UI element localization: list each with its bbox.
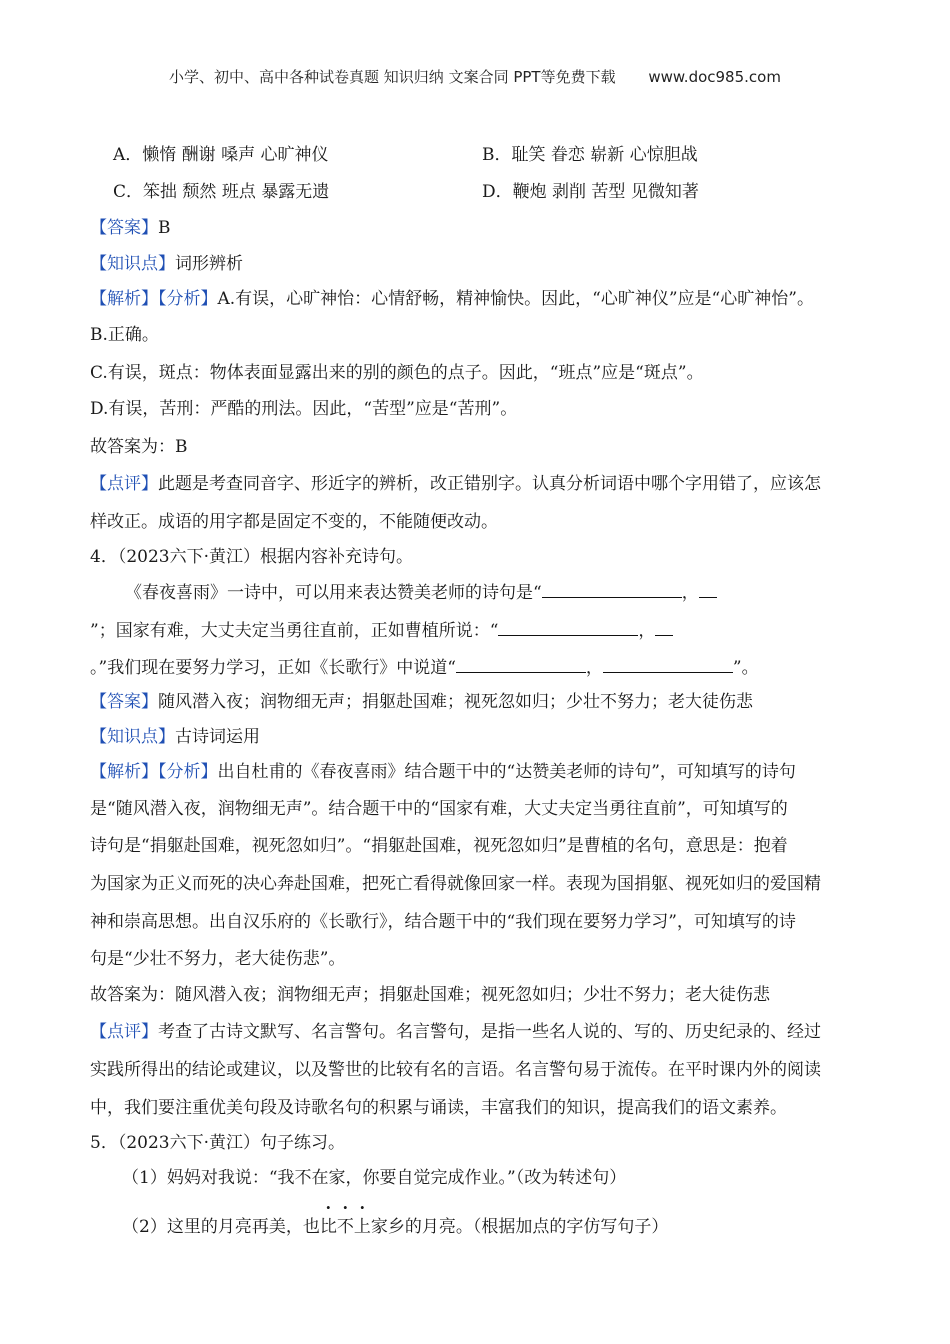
- dotted-char: 比: [319, 1217, 337, 1237]
- fill-blank[interactable]: [603, 656, 733, 673]
- q5-sentence-text: 家乡的月亮。（根据加点的字仿写句子）: [370, 1217, 669, 1237]
- q4-analysis-line: 是“随风潜入夜，润物细无声”。结合题干中的“国家有难，大丈夫定当勇往直前”，可知填写的: [90, 799, 788, 819]
- q4-comment: [90, 1020, 821, 1044]
- answer-text: B: [158, 218, 171, 238]
- q4-title: 4．（2023六下·黄江）根据内容补充诗句。: [90, 547, 413, 567]
- q3-knowledge-point: [90, 252, 243, 276]
- knowledge-point-tag: 【知识点】: [90, 254, 175, 274]
- q4-analysis: [90, 760, 796, 784]
- comma: ，: [638, 621, 656, 641]
- q4-analysis-line: 神和崇高思想。出自汉乐府的《长歌行》，结合题干中的“我们现在要努力学习”，可知填写的诗: [90, 912, 796, 932]
- option-c: C．笨拙 颓然 班点 暴露无遗: [113, 182, 330, 202]
- q5-sentence-1: （1）妈妈对我说：“我不在家，你要自觉完成作业。”（改为转述句）: [122, 1168, 627, 1188]
- q4-comment-line: 实践所得出的结论或建议，以及警世的比较有名的言语。名言警句易于流传。在平时课内外的阅读: [90, 1060, 821, 1080]
- q3-analysis-line: B.正确。: [90, 325, 159, 345]
- q4-prompt-line2: [90, 619, 673, 643]
- comma: ，: [681, 583, 699, 603]
- q4-final-answer: 故答案为：随风潜入夜；润物细无声；捐躯赴国难；视死忽如归；少壮不努力；老大徒伤悲: [90, 985, 770, 1005]
- q4-prompt-line3: [90, 656, 759, 680]
- answer-tag: 【答案】: [90, 692, 158, 712]
- knowledge-point-text: 古诗词运用: [175, 727, 260, 747]
- knowledge-point-tag: 【知识点】: [90, 727, 175, 747]
- fill-blank[interactable]: [542, 581, 682, 598]
- q4-answer: [90, 690, 753, 714]
- comment-tag: 【点评】: [90, 1022, 158, 1042]
- q4-analysis-line: 为国家为正义而死的决心奔赴国难，把死亡看得就像回家一样。表现为国捐躯、视死如归的爱国精: [90, 874, 821, 894]
- analysis-tag: 【解析】【分析】: [90, 289, 218, 309]
- option-b: B．耻笑 眷恋 崭新 心惊胆战: [482, 145, 698, 165]
- answer-text: 随风潜入夜；润物细无声；捐躯赴国难；视死忽如归；少壮不努力；老大徒伤悲: [158, 692, 753, 712]
- q5-sentence-2: [122, 1215, 668, 1239]
- analysis-text: 出自杜甫的《春夜喜雨》结合题干中的“达赞美老师的诗句”，可知填写的诗句: [217, 762, 796, 782]
- q4-comment-line: 中，我们要注重优美句段及诗歌名句的积累与诵读，丰富我们的知识，提高我们的语文素养。: [90, 1098, 787, 1118]
- q4-knowledge-point: [90, 725, 260, 749]
- q4-prompt-line1: [125, 581, 717, 605]
- q4-prompt-text: 《春夜喜雨》一诗中，可以用来表达赞美老师的诗句是“: [125, 583, 542, 603]
- fill-blank[interactable]: [498, 619, 638, 636]
- analysis-tag: 【解析】【分析】: [90, 762, 218, 782]
- header-site-link[interactable]: www.doc985.com: [648, 68, 781, 86]
- q4-analysis-line: 句是“少壮不努力，老大徒伤悲”。: [90, 949, 346, 969]
- q3-analysis-line: D.有误，苦刑：严酷的刑法。因此，“苦型”应是“苦刑”。: [90, 399, 518, 419]
- answer-tag: 【答案】: [90, 218, 158, 238]
- q4-prompt-end: ”。: [732, 658, 759, 678]
- q5-title: 5．（2023六下·黄江）句子练习。: [90, 1133, 345, 1153]
- knowledge-point-text: 词形辨析: [175, 254, 243, 274]
- fill-blank[interactable]: [655, 619, 673, 636]
- comment-text: 此题是考查同音字、形近字的辨析，改正错别字。认真分析词语中哪个字用错了，应该怎: [158, 474, 821, 494]
- q4-prompt-text: 。”我们现在要努力学习，正如《长歌行》中说道“: [90, 658, 456, 678]
- header-title: 小学、初中、高中各种试卷真题 知识归纳 文案合同 PPT等免费下载: [169, 68, 616, 86]
- option-d: D．鞭炮 剥削 苦型 见微知著: [482, 182, 699, 202]
- dotted-char: 上: [353, 1217, 371, 1237]
- q5-sentence-text: （2）这里的月亮再美，也: [122, 1217, 320, 1237]
- q3-final-answer: 故答案为：B: [90, 437, 188, 457]
- q3-answer: [90, 216, 171, 240]
- dotted-char: 不: [336, 1217, 354, 1237]
- comma: ，: [585, 658, 603, 678]
- comment-tag: 【点评】: [90, 474, 158, 494]
- q3-comment: [90, 472, 821, 496]
- q3-analysis: [90, 287, 814, 311]
- q4-prompt-text: ”；国家有难，大丈夫定当勇往直前，正如曹植所说：“: [90, 621, 499, 641]
- q3-analysis-line: C.有误，斑点：物体表面显露出来的别的颜色的点子。因此，“班点”应是“斑点”。: [90, 363, 704, 383]
- fill-blank[interactable]: [456, 656, 586, 673]
- page-header: [0, 66, 950, 87]
- option-a: A．懒惰 酬谢 嗓声 心旷神仪: [113, 145, 329, 165]
- q4-analysis-line: 诗句是“捐躯赴国难，视死忽如归”。“捐躯赴国难，视死忽如归”是曹植的名句，意思是：抱着: [90, 836, 788, 856]
- analysis-text: A.有误，心旷神怡：心情舒畅，精神愉快。因此，“心旷神仪”应是“心旷神怡”。: [217, 289, 814, 309]
- q3-comment-line: 样改正。成语的用字都是固定不变的，不能随便改动。: [90, 512, 498, 532]
- comment-text: 考查了古诗文默写、名言警句。名言警句，是指一些名人说的、写的、历史纪录的、经过: [158, 1022, 821, 1042]
- fill-blank[interactable]: [699, 581, 717, 598]
